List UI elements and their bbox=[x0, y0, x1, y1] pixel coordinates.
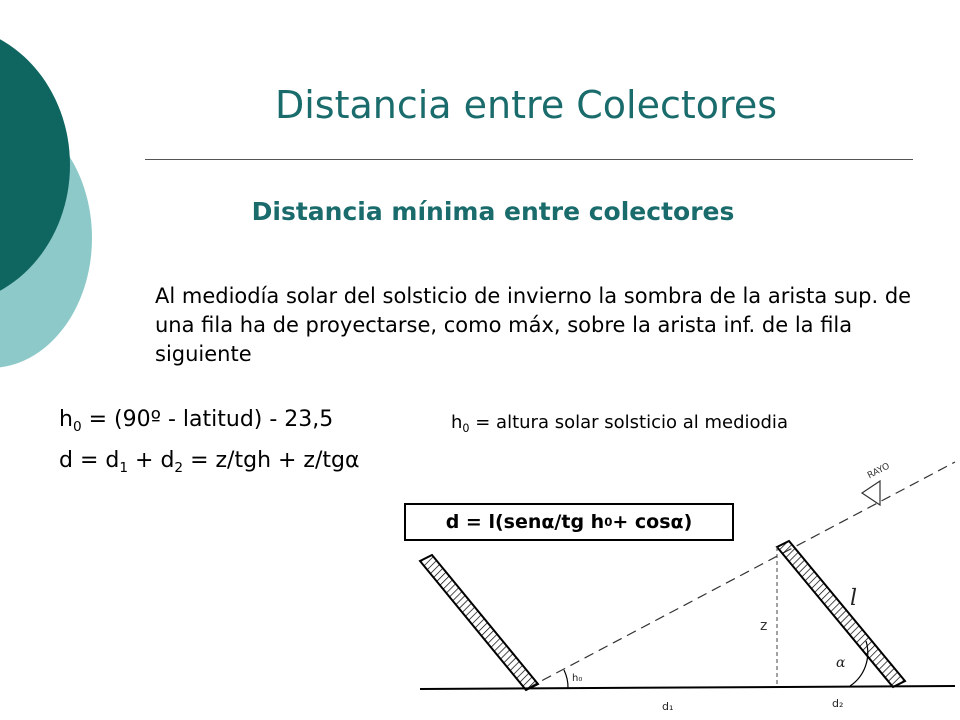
slide-subtitle: Distancia mínima entre colectores bbox=[251, 197, 735, 226]
formula-d2-subscript: 2 bbox=[174, 459, 184, 476]
rayo-label: RAYO bbox=[866, 461, 892, 482]
note-h-symbol: h bbox=[451, 412, 463, 433]
formula-d-plus: + d bbox=[128, 448, 175, 473]
l-label: l bbox=[850, 586, 858, 611]
formula-h0-note bbox=[451, 412, 788, 433]
boxed-alpha1: α bbox=[541, 511, 555, 533]
formula-h0-subscript: 0 bbox=[72, 418, 82, 435]
boxed-part2: /tg h bbox=[554, 511, 605, 533]
decorative-teal-shapes bbox=[0, 0, 110, 390]
formula-h0 bbox=[59, 407, 334, 435]
boxed-part1: d = l(sen bbox=[445, 511, 542, 533]
formula-h0-expression: = (90º - latitud) - 23,5 bbox=[81, 407, 334, 432]
formula-h0-symbol: h bbox=[59, 407, 73, 432]
h0-angle-arc bbox=[564, 670, 568, 688]
boxed-part4: ) bbox=[683, 511, 693, 533]
explanation-paragraph: Al mediodía solar del solsticio de invierno la sombra de la arista sup. de una fila ha de proyectarse, como máx, sobre la arista inf. de la fila siguiente bbox=[155, 284, 912, 366]
h0-label: h₀ bbox=[572, 673, 583, 684]
d2-label: d₂ bbox=[832, 697, 844, 710]
formula-d bbox=[59, 448, 360, 476]
ray-arrow-icon bbox=[862, 481, 880, 505]
formula-d1-subscript: 1 bbox=[119, 459, 129, 476]
formula-d-start: d = d bbox=[59, 448, 120, 473]
collector-distance-formula-box: d = l(sen α /tg h 0 + cos α ) bbox=[404, 503, 734, 541]
sun-ray-line bbox=[528, 462, 955, 688]
z-label: z bbox=[760, 618, 768, 634]
ground-line bbox=[420, 686, 955, 689]
d1-label: d₁ bbox=[662, 700, 674, 713]
formula-d-expression: = z/tgh + z/tg bbox=[183, 448, 345, 473]
boxed-part3: + cos bbox=[612, 511, 671, 533]
collector-distance-diagram bbox=[400, 455, 960, 720]
note-text: = altura solar solsticio al mediodia bbox=[469, 412, 788, 433]
boxed-alpha2: α bbox=[670, 511, 684, 533]
slide-title: Distancia entre Colectores bbox=[274, 83, 778, 127]
first-collector-panel bbox=[420, 555, 538, 690]
note-h-subscript: 0 bbox=[462, 421, 470, 435]
alpha-label: α bbox=[836, 655, 846, 671]
formula-d-alpha: α bbox=[344, 448, 360, 473]
title-divider bbox=[145, 159, 913, 160]
